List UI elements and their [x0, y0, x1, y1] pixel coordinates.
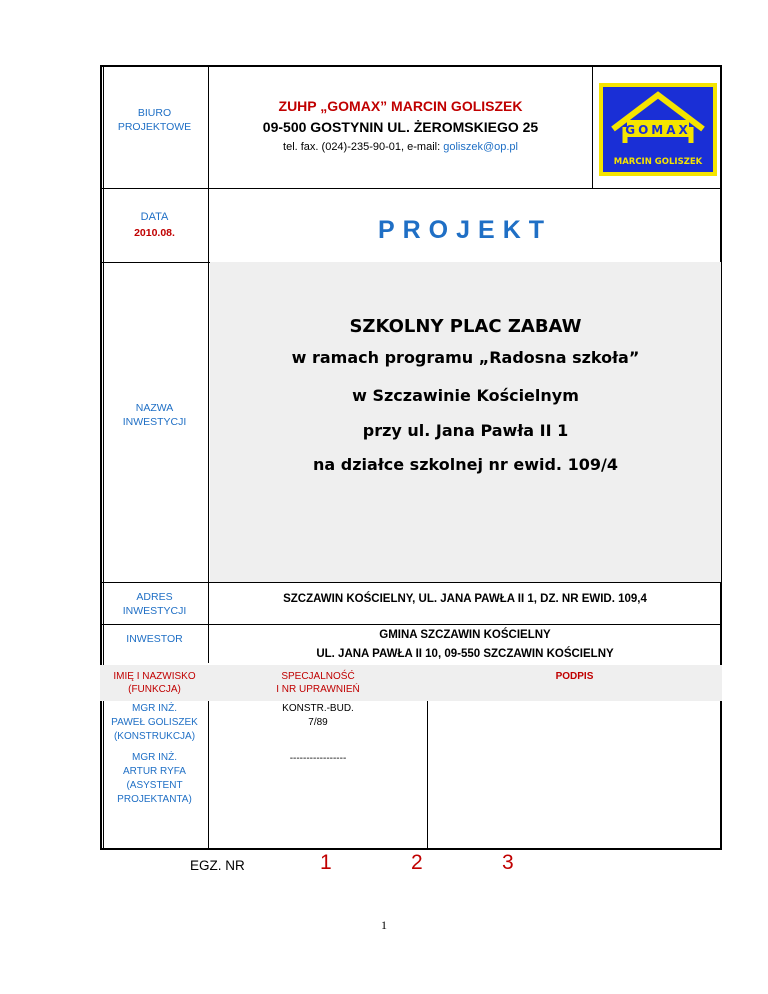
person-1-title: MGR INŻ.	[132, 703, 177, 714]
address-label-line1: ADRES	[136, 591, 173, 603]
gomax-logo	[599, 83, 717, 176]
date-cell	[101, 200, 208, 250]
copy-number-3: 3	[502, 851, 514, 874]
office-label	[101, 95, 208, 145]
header-name-cell	[101, 666, 208, 700]
header-sign-cell	[428, 666, 721, 686]
person-2-name: ARTUR RYFA	[123, 766, 186, 777]
table-row-2-name	[101, 751, 208, 809]
investment-name-area	[210, 262, 721, 582]
logo-brand-text: GOMAX	[625, 123, 691, 137]
copy-number-1: 1	[320, 851, 332, 874]
header-spec-line1: SPECJALNOŚĆ	[281, 671, 355, 682]
header-spec-line2: I NR UPRAWNIEŃ	[276, 684, 360, 695]
person-1-license: 7/89	[308, 717, 328, 728]
divider-investment	[101, 582, 722, 583]
investor-address: UL. JANA PAWŁA II 10, 09-550 SZCZAWIN KOŚCIELNY	[316, 648, 614, 660]
company-email-link[interactable]: goliszek@op.pl	[443, 140, 518, 153]
document-type-cell	[209, 205, 721, 255]
address-value-cell	[209, 584, 721, 614]
investor-label-cell	[101, 625, 208, 653]
person-2-role-line1: (ASYSTENT	[126, 780, 183, 791]
document-type-title: PROJEKT	[377, 215, 553, 244]
person-1-name: PAWEŁ GOLISZEK	[111, 717, 198, 728]
logo-divider	[592, 66, 593, 188]
investment-line-2: w ramach programu „Radosna szkoła”	[291, 348, 640, 367]
date-value: 2010.08.	[134, 227, 175, 239]
person-1-role: (KONSTRUKCJA)	[113, 731, 196, 742]
copy-label: EGZ. NR	[190, 858, 245, 873]
header-name-line2: (FUNKCJA)	[128, 684, 181, 695]
office-label-line2: PROJEKTOWE	[117, 121, 192, 133]
person-2-title: MGR INŻ.	[132, 752, 177, 763]
person-2-role-line2: PROJEKTANTA)	[117, 794, 192, 805]
copy-number-2: 2	[411, 851, 423, 874]
investment-title: SZKOLNY PLAC ZABAW	[349, 316, 582, 337]
page-number: 1	[381, 918, 387, 932]
company-address: 09-500 GOSTYNIN UL. ŻEROMSKIEGO 25	[262, 118, 539, 135]
person-2-spec: -----------------	[289, 753, 347, 764]
logo-owner-text: MARCIN GOLISZEK	[613, 157, 703, 167]
table-row-1-spec	[209, 702, 427, 732]
investment-line-3: w Szczawinie Kościelnym	[352, 386, 579, 405]
header-name-line1: IMIĘ I NAZWISKO	[113, 671, 196, 682]
address-value: SZCZAWIN KOŚCIELNY, UL. JANA PAWŁA II 1, DZ. NR EWID. 109,4	[283, 593, 647, 605]
investment-line-4: przy ul. Jana Pawła II 1	[362, 421, 569, 440]
address-label	[101, 584, 208, 624]
investment-label-line2: INWESTYCJI	[122, 416, 187, 428]
investment-label-line1: NAZWA	[135, 402, 174, 414]
company-name: ZUHP „GOMAX” MARCIN GOLISZEK	[278, 97, 523, 114]
person-1-spec: KONSTR.-BUD.	[282, 703, 354, 714]
company-contact	[283, 141, 518, 153]
table-row-1-name	[101, 702, 208, 746]
investor-value-cell	[209, 625, 721, 665]
investor-name: GMINA SZCZAWIN KOŚCIELNY	[379, 629, 551, 641]
investment-label	[101, 395, 208, 435]
header-sign: PODPIS	[555, 670, 594, 682]
company-phone: tel. fax. (024)-235-90-01, e-mail:	[283, 140, 441, 153]
office-label-line1: BIURO	[137, 107, 172, 119]
address-label-line2: INWESTYCJI	[122, 605, 187, 617]
table-row-2-spec	[209, 752, 427, 768]
divider-header	[101, 188, 722, 189]
investment-line-5: na działce szkolnej nr ewid. 109/4	[313, 455, 618, 474]
investor-label: INWESTOR	[126, 633, 183, 645]
company-info	[209, 86, 592, 164]
date-label: DATA	[140, 211, 169, 223]
header-spec-cell	[209, 666, 427, 700]
